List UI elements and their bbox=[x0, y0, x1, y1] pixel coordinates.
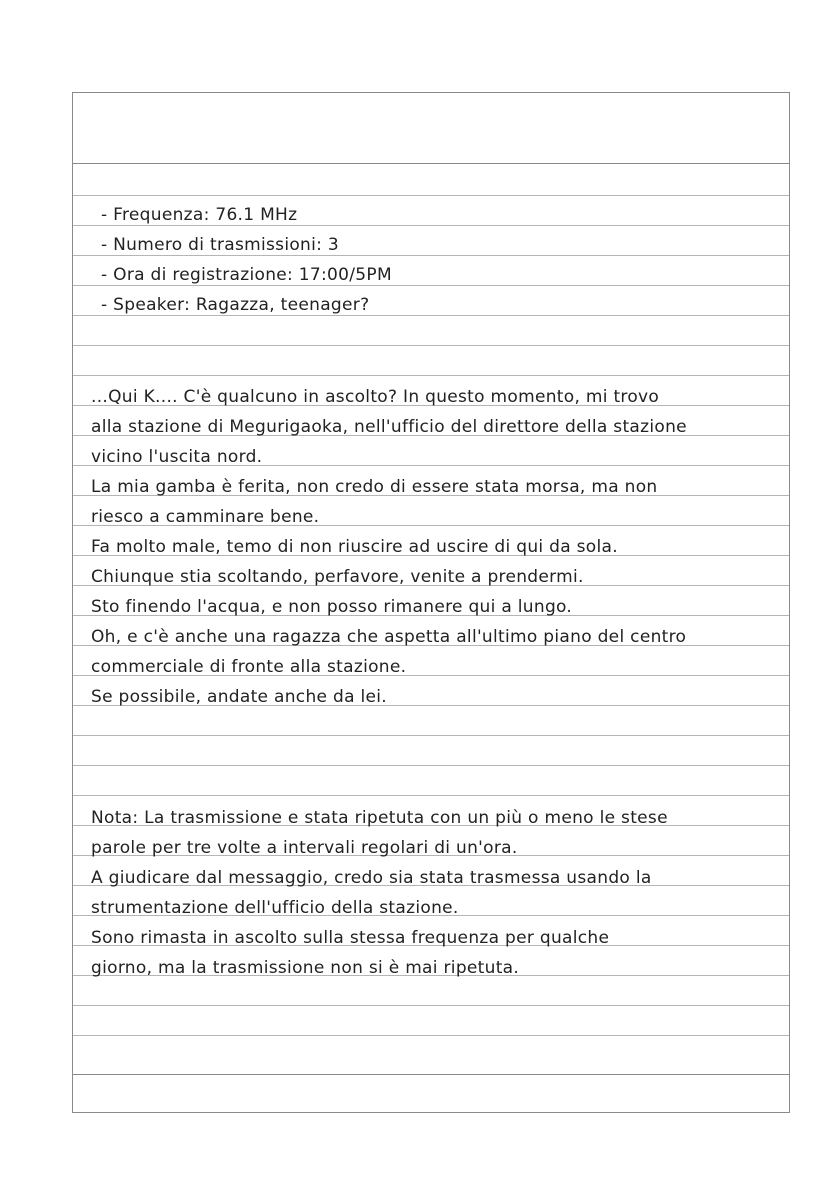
detail-frequency: - Frequenza: 76.1 MHz bbox=[101, 205, 298, 225]
ruled-line bbox=[73, 735, 789, 736]
note-line: strumentazione dell'ufficio della stazione. bbox=[91, 898, 459, 918]
note-line: Sono rimasta in ascolto sulla stessa frequenza per qualche bbox=[91, 928, 610, 948]
page-header-box bbox=[73, 93, 789, 164]
ruled-line bbox=[73, 795, 789, 796]
detail-recording-time: - Ora di registrazione: 17:00/5PM bbox=[101, 265, 392, 285]
transcript-line: Sto finendo l'acqua, e non posso rimanere qui a lungo. bbox=[91, 597, 573, 617]
transcript-line: vicino l'uscita nord. bbox=[91, 447, 263, 467]
note-line: Nota: La trasmissione e stata ripetuta con un più o meno le stese bbox=[91, 808, 668, 828]
transcript-line: commerciale di fronte alla stazione. bbox=[91, 657, 407, 677]
ruled-line bbox=[73, 1005, 789, 1006]
ruled-line bbox=[73, 195, 789, 196]
detail-speaker: - Speaker: Ragazza, teenager? bbox=[101, 295, 370, 315]
note-line: A giudicare dal messaggio, credo sia stata trasmessa usando la bbox=[91, 868, 652, 888]
detail-transmission-count: - Numero di trasmissioni: 3 bbox=[101, 235, 339, 255]
transcript-line: La mia gamba è ferita, non credo di essere stata morsa, ma non bbox=[91, 477, 658, 497]
transcript-line: alla stazione di Megurigaoka, nell'ufficio del direttore della stazione bbox=[91, 417, 687, 437]
ruled-line bbox=[73, 345, 789, 346]
note-line: parole per tre volte a intervali regolari di un'ora. bbox=[91, 838, 518, 858]
note-line: giorno, ma la trasmissione non si è mai ripetuta. bbox=[91, 958, 520, 978]
transcript-line: riesco a camminare bene. bbox=[91, 507, 320, 527]
transcript-line: Se possibile, andate anche da lei. bbox=[91, 687, 388, 707]
transcript-line: Fa molto male, temo di non riuscire ad uscire di qui da sola. bbox=[91, 537, 618, 557]
ruled-line bbox=[73, 1035, 789, 1036]
page-footer-rule bbox=[73, 1074, 789, 1075]
transcript-line: ...Qui K.... C'è qualcuno in ascolto? In questo momento, mi trovo bbox=[91, 387, 660, 407]
ruled-line bbox=[73, 765, 789, 766]
transcript-line: Chiunque stia scoltando, perfavore, venite a prendermi. bbox=[91, 567, 584, 587]
ruled-line bbox=[73, 375, 789, 376]
notebook-page bbox=[72, 92, 790, 1113]
transcript-line: Oh, e c'è anche una ragazza che aspetta all'ultimo piano del centro bbox=[91, 627, 687, 647]
